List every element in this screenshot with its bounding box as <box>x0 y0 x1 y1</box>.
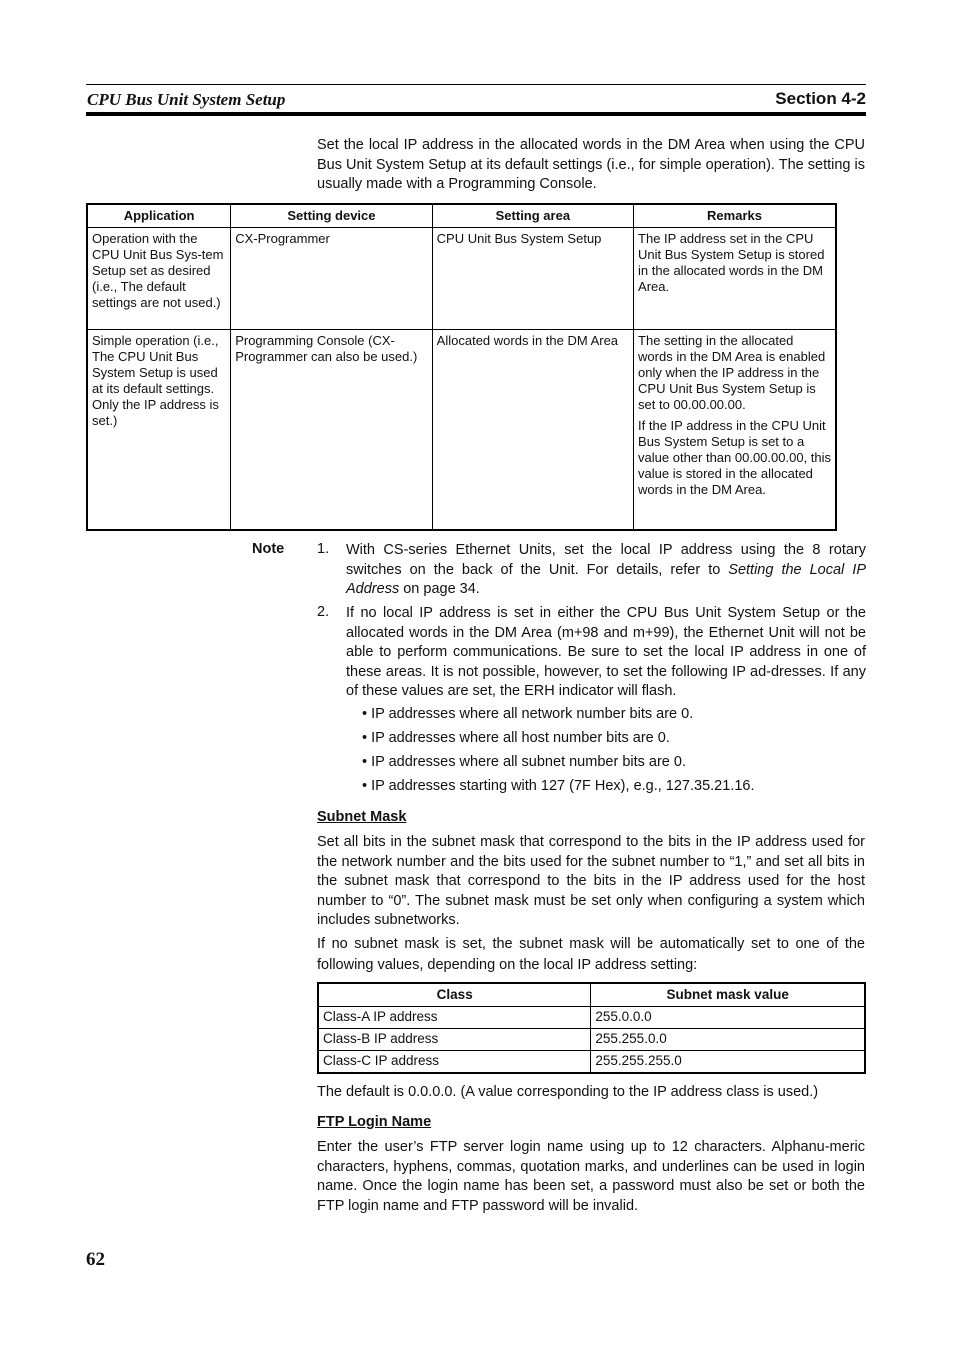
remarks-text-2: If the IP address in the CPU Unit Bus System Setup is set to a value other than 00.00.00.00, this value is stored in the allocated words in the DM Area. <box>638 418 832 497</box>
note-item-number-1: 1. <box>317 541 330 557</box>
subnet-paragraph-2: If no subnet mask is set, the subnet mask will be automatically set to one of the following values, depending on the local IP address setting: <box>317 936 865 973</box>
page-number: 62 <box>86 1249 105 1270</box>
table-row <box>318 1051 865 1074</box>
bullet-item: • IP addresses where all host number bits are 0. <box>362 730 670 746</box>
remarks-text: The IP address set in the CPU Unit Bus System Setup is stored in the allocated words in the DM Area. <box>638 231 825 294</box>
subnet-table-header <box>318 983 865 1007</box>
cross-reference-link[interactable]: Setting the Local IP Address <box>346 561 866 597</box>
table-row <box>87 330 836 530</box>
header-remarks: Remarks <box>634 204 836 228</box>
cell-device: CX-Programmer <box>231 228 432 330</box>
remarks-text: The setting in the allocated words in the DM Area is enabled only when the IP address in the CPU Unit Bus System Setup is set to 00.00.00.00. <box>638 333 826 412</box>
cell-class: Class-A IP address <box>318 1007 591 1029</box>
setting-table-header <box>87 204 836 228</box>
cell-mask: 255.0.0.0 <box>591 1007 865 1029</box>
cell-application: Simple operation (i.e., The CPU Unit Bus System Setup is used at its default settings. Only the IP address is set.) <box>87 330 231 530</box>
header-rule-top <box>86 84 866 85</box>
subnet-mask-heading: Subnet Mask <box>317 809 407 825</box>
bullet-item: • IP addresses where all subnet number bits are 0. <box>362 754 686 770</box>
header-subnet-mask-value: Subnet mask value <box>591 983 865 1007</box>
cell-area: Allocated words in the DM Area <box>432 330 633 530</box>
table-row <box>318 1007 865 1029</box>
header-class: Class <box>318 983 591 1007</box>
cell-remarks <box>634 330 836 530</box>
note-item-1 <box>346 541 866 600</box>
table-row <box>87 228 836 330</box>
bullet-item: • IP addresses where all network number bits are 0. <box>362 706 694 722</box>
section-number: Section 4-2 <box>775 89 866 108</box>
subnet-mask-table <box>317 982 866 1074</box>
header-rule-bottom <box>86 112 866 116</box>
note-item-number-2: 2. <box>317 604 330 620</box>
note-item-2: If no local IP address is set in either the CPU Bus Unit System Setup or the allocated words in the DM Area (m+98 and m+99), the Ethernet Unit will not be able to perform communications. Be sure to set the local IP address in one of these areas. It is not possible, however, to set the following IP ad-dresses. If any of these values are set, the ERH indicator will flash. <box>346 605 866 699</box>
cell-mask: 255.255.255.0 <box>591 1051 865 1074</box>
setting-table <box>86 203 837 531</box>
header-setting-device: Setting device <box>231 204 432 228</box>
running-header-title: CPU Bus Unit System Setup <box>87 90 286 109</box>
subnet-paragraph-1: Set all bits in the subnet mask that correspond to the bits in the IP address used for the network number and the bits used for the subnet number to “1,” and set all bits in the subnet mask that correspond to the bits in the IP address used for the host number to “0”. The subnet mask must be set only when configuring a system which includes subnetworks. <box>317 834 865 928</box>
cell-mask: 255.255.0.0 <box>591 1029 865 1051</box>
cell-application: Operation with the CPU Unit Bus Sys-tem Setup set as desired (i.e., The default settings are not used.) <box>87 228 231 330</box>
bullet-item: • IP addresses starting with 127 (7F Hex), e.g., 127.35.21.16. <box>362 778 755 794</box>
header-application: Application <box>87 204 231 228</box>
cell-class: Class-C IP address <box>318 1051 591 1074</box>
ftp-login-name-heading: FTP Login Name <box>317 1114 432 1130</box>
default-subnet-text: The default is 0.0.0.0. (A value corresponding to the IP address class is used.) <box>317 1084 819 1100</box>
ftp-paragraph: Enter the user’s FTP server login name using up to 12 characters. Alphanu-meric characters, hyphens, commas, quotation marks, and underlines can be used in login name. Once the login name has been set, a password must also be set or both the FTP login name and FTP password will be invalid. <box>317 1139 865 1214</box>
intro-paragraph: Set the local IP address in the allocated words in the DM Area when using the CPU Bus Unit System Setup at its default settings (i.e., for simple operation). The setting is usually made with a Programming Console. <box>317 137 865 192</box>
note-item-1-text: With CS-series Ethernet Units, set the local IP address using the 8 rotary switches on the back of the Unit. For details, refer to <box>346 542 866 578</box>
cell-area: CPU Unit Bus System Setup <box>432 228 633 330</box>
cell-class: Class-B IP address <box>318 1029 591 1051</box>
cell-remarks <box>634 228 836 330</box>
note-item-1-page: on page 34. <box>399 581 480 597</box>
header-setting-area: Setting area <box>432 204 633 228</box>
cell-device: Programming Console (CX-Programmer can also be used.) <box>231 330 432 530</box>
table-row <box>318 1029 865 1051</box>
note-label: Note <box>252 541 285 557</box>
